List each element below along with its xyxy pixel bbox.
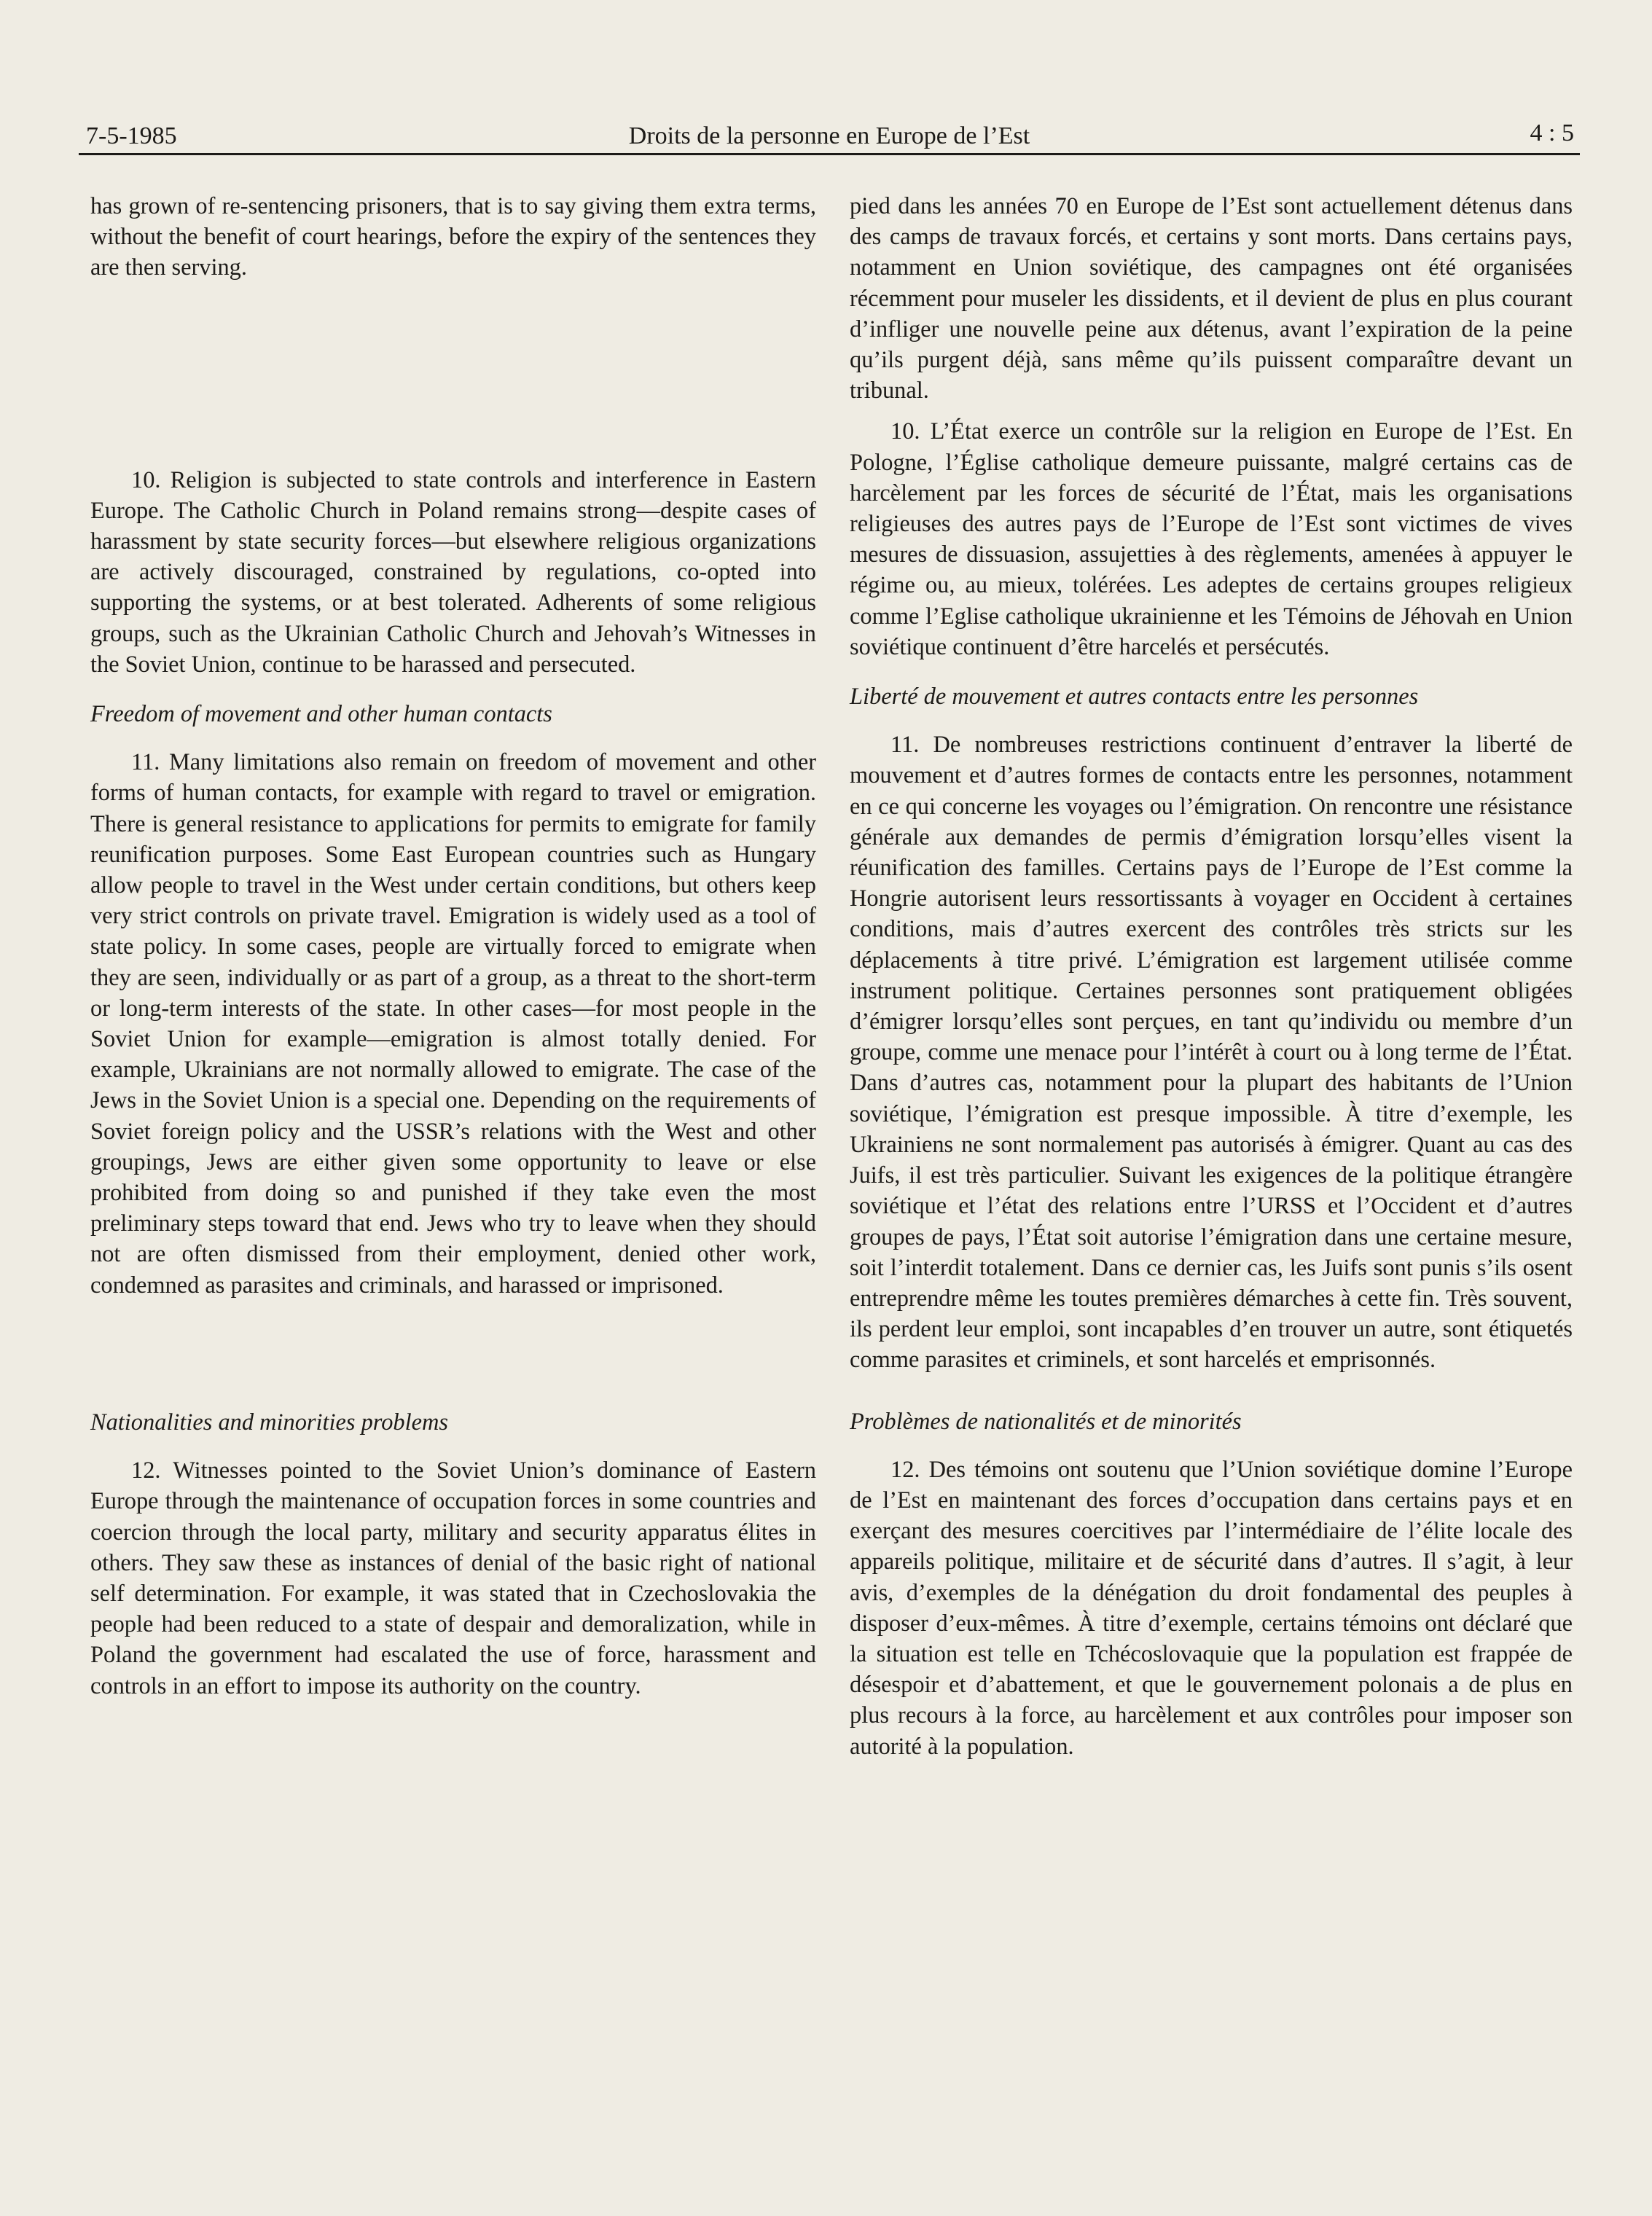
en-paragraph-12: 12. Witnesses pointed to the Soviet Union’s dominance of Eastern Europe through the maintenance of occupation forces in some countries and coercion through the local party, military and security apparatus élites in others. They saw these as instances of denial of the basic right of national self determination. For example, it was stated that in Czechoslovakia the people had been reduced to a state of despair and demoralization, while in Poland the government had escalated the use of force, harassment and controls in an effort to impose its authority on the country.	[90, 1457, 816, 1699]
en-paragraph-11: 11. Many limitations also remain on freedom of movement and other forms of human contacts, for example with regard to travel or emigration. There is general resistance to applications for permits to emigrate for family reunification purposes. Some East European countries such as Hungary allow people to travel in the West under certain conditions, but others keep very strict controls on private travel. Emigration is widely used as a tool of state policy. In some cases, people are virtually forced to emigrate when they are seen, individually or as part of a group, as a threat to the short-term or long-term interests of the state. In other cases—for most people in the Soviet Union for example—emigration is almost totally denied. For example, Ukrainians are not normally allowed to emigrate. The case of the Jews in the Soviet Union is a special one. Depending on the requirements of Soviet foreign policy and the USSR’s relations with the West and other groupings, Jews are either given some opportunity to leave or else prohibited from doing so and punished if they take even the most preliminary steps toward that end. Jews who try to leave when they should not are often dismissed from their employment, denied other work, condemned as parasites and criminals, and harassed or imprisoned.	[90, 749, 816, 1299]
en-heading-nationalities: Nationalities and minorities problems	[90, 1409, 448, 1436]
header-title: Droits de la personne en Europe de l’Est	[628, 122, 1030, 149]
en-paragraph-intro: has grown of re-sentencing prisoners, that is to say giving them extra terms, without the benefit of court hearings, before the expiry of the sentences they are then serving.	[90, 193, 816, 281]
fr-paragraph-12: 12. Des témoins ont soutenu que l’Union soviétique domine l’Europe de l’Est en maintenant des forces d’occupation dans certains pays et en exerçant des mesures coercitives par l’intermédiaire de l’élite locale des appareils politique, militaire et de sécurité dans d’autres. Il s’agit, à leur avis, d’exemples de la dénégation du droit fondamental des peuples à disposer d’eux-mêmes. À titre d’exemple, certains témoins ont déclaré que la situation est telle en Tchécoslovaquie que la population est frappée de désespoir et d’abattement, et que le gouvernement polonais a de plus en plus recours à la force, au harcèlement et aux contrôles pour imposer son autorité à la population.	[850, 1456, 1573, 1760]
en-paragraph-10: 10. Religion is subjected to state controls and interference in Eastern Europe. The Catholic Church in Poland remains strong—despite cases of harassment by state security forces—but elsewhere religious organizations are actively discouraged, constrained by regulations, co-opted into supporting the systems, or at best tolerated. Adherents of some religious groups, such as the Ukrainian Catholic Church and Jehovah’s Witnesses in the Soviet Union, continue to be harassed and persecuted.	[90, 466, 816, 678]
fr-paragraph-10: 10. L’État exerce un contrôle sur la religion en Europe de l’Est. En Pologne, l’Église catholique demeure puissante, malgré certains cas de harcèlement par les forces de sécurité de l’État, mais les organisations religieuses des autres pays de l’Europe de l’Est sont victimes de vives mesures de dissuasion, assujetties à des règlements, amenées à appuyer le régime ou, au mieux, tolérées. Les adeptes de certains groupes religieux comme l’Eglise catholique ukrainienne et les Témoins de Jéhovah en Union soviétique continuent d’être harcelés et persécutés.	[850, 418, 1573, 660]
french-column	[850, 191, 1573, 1762]
page-header	[79, 117, 1580, 155]
fr-heading-nationalities: Problèmes de nationalités et de minorités	[850, 1408, 1242, 1435]
header-page-number: 4 : 5	[1530, 120, 1574, 146]
header-date: 7-5-1985	[86, 122, 177, 149]
fr-heading-movement: Liberté de mouvement et autres contacts entre les personnes	[850, 684, 1419, 710]
english-column	[90, 191, 816, 1702]
en-heading-movement: Freedom of movement and other human contacts	[90, 701, 552, 728]
fr-paragraph-11: 11. De nombreuses restrictions continuent d’entraver la liberté de mouvement et d’autres formes de contacts entre les personnes, notamment en ce qui concerne les voyages ou l’émigration. On rencontre une résistance générale aux demandes de permis d’émigration lorsqu’elles visent la réunification des familles. Certains pays de l’Europe de l’Est comme la Hongrie autorisent leurs ressortissants à voyager en Occident à certaines conditions, mais d’autres exercent des contrôles très stricts sur les déplacements à titre privé. L’émigration est largement utilisée comme instrument politique. Certaines personnes sont pratiquement obligées d’émigrer lorsqu’elles sont perçues, en tant qu’individu ou membre d’un groupe, comme une menace pour l’intérêt à court ou à long terme de l’État. Dans d’autres cas, notamment pour la plupart des habitants de l’Union soviétique, l’émigration est presque impossible. À titre d’exemple, les Ukrainiens ne sont normalement pas autorisés à émigrer. Quant au cas des Juifs, il est très particulier. Suivant les exigences de la politique étrangère soviétique et l’état des relations entre l’URSS et l’Occident et d’autres groupes de pays, l’État soit autorise l’émigration dans une certaine mesure, soit l’interdit totalement. Dans ce dernier cas, les Juifs sont punis s’ils osent entreprendre même les toutes premières démarches à cette fin. Très souvent, ils perdent leur emploi, sont incapables d’en trouver un autre, sont étiquetés comme parasites et criminels, et sont harcelés et emprisonnés.	[850, 732, 1573, 1374]
fr-paragraph-intro: pied dans les années 70 en Europe de l’Est sont actuellement détenus dans des camps de travaux forcés, et certains y sont morts. Dans certains pays, notamment en Union soviétique, des campagnes ont été organisées récemment pour museler les dissidents, et il devient de plus en plus courant d’infliger une nouvelle peine aux détenus, avant l’expiration de la peine qu’ils purgent déjà, sans même qu’ils puissent comparaître devant un tribunal.	[850, 193, 1573, 404]
